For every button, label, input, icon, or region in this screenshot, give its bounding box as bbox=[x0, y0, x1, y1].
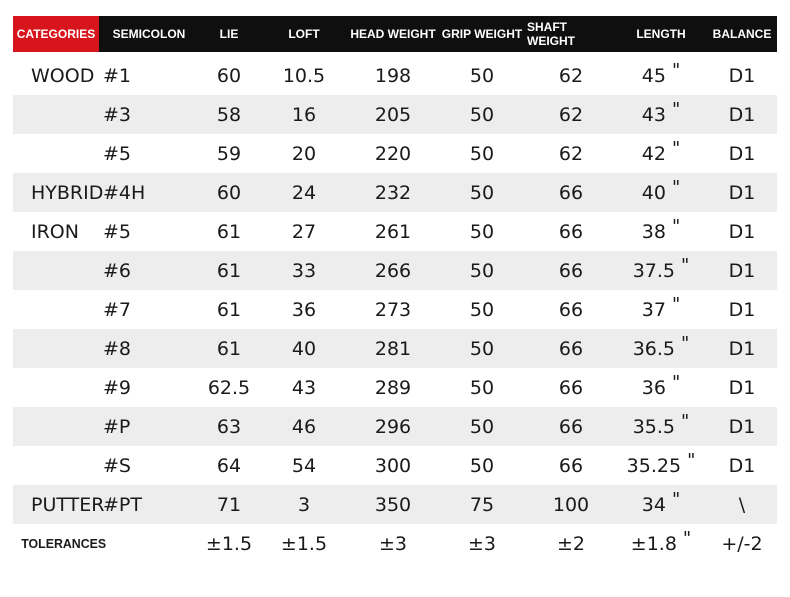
table-row bbox=[13, 134, 777, 173]
cell-length: 37.5 " bbox=[632, 255, 690, 282]
cell-lie: 61 bbox=[216, 337, 242, 360]
cell-balance: D1 bbox=[728, 298, 756, 321]
cell-semicolon: #7 bbox=[103, 298, 132, 321]
cell-head-weight: 300 bbox=[374, 454, 412, 477]
cell-lie: 60 bbox=[216, 181, 242, 204]
cell-lie: 59 bbox=[216, 142, 242, 165]
cell-balance: D1 bbox=[728, 181, 756, 204]
header-lie: LIE bbox=[219, 27, 239, 41]
table-row bbox=[13, 56, 777, 95]
cell-grip-weight: 50 bbox=[469, 415, 495, 438]
cell-lie: 61 bbox=[216, 220, 242, 243]
cell-category bbox=[13, 446, 99, 485]
cell-length: 38 " bbox=[641, 216, 681, 243]
inch-mark: " bbox=[671, 177, 681, 198]
cell-shaft-weight: 66 bbox=[558, 220, 584, 243]
cell-head-weight: 296 bbox=[374, 415, 412, 438]
cell-balance: D1 bbox=[728, 259, 756, 282]
cell-semicolon: #5 bbox=[103, 142, 132, 165]
cell-lie: 58 bbox=[216, 103, 242, 126]
cell-balance: D1 bbox=[728, 103, 756, 126]
cell-semicolon: #PT bbox=[103, 493, 142, 516]
header-shaft-weight: SHAFT WEIGHT bbox=[527, 20, 575, 48]
inch-mark: " bbox=[671, 60, 681, 81]
cell-length: 35.25 " bbox=[626, 450, 696, 477]
table-row bbox=[13, 290, 777, 329]
cell-grip-weight: 50 bbox=[469, 259, 495, 282]
cell-shaft-weight: 66 bbox=[558, 298, 584, 321]
cell-category bbox=[13, 134, 99, 173]
cell-grip-weight: 50 bbox=[469, 454, 495, 477]
inch-mark: " bbox=[671, 294, 681, 315]
tolerances-shaft-weight: ±2 bbox=[556, 532, 585, 555]
cell-head-weight: 205 bbox=[374, 103, 412, 126]
cell-shaft-weight: 100 bbox=[552, 493, 590, 516]
cell-balance: D1 bbox=[728, 337, 756, 360]
cell-semicolon: #1 bbox=[103, 64, 132, 87]
cell-balance: D1 bbox=[728, 376, 756, 399]
cell-loft: 43 bbox=[291, 376, 317, 399]
cell-length: 36.5 " bbox=[632, 333, 690, 360]
cell-semicolon: #S bbox=[103, 454, 131, 477]
cell-shaft-weight: 62 bbox=[558, 64, 584, 87]
cell-loft: 3 bbox=[297, 493, 311, 516]
header-loft: LOFT bbox=[288, 27, 320, 41]
cell-grip-weight: 50 bbox=[469, 337, 495, 360]
cell-semicolon: #5 bbox=[103, 220, 132, 243]
cell-balance: D1 bbox=[728, 454, 756, 477]
inch-mark: " bbox=[681, 411, 690, 432]
tolerances-semicolon bbox=[99, 524, 199, 563]
cell-semicolon: #P bbox=[103, 415, 131, 438]
cell-grip-weight: 50 bbox=[469, 181, 495, 204]
cell-grip-weight: 50 bbox=[469, 142, 495, 165]
inch-mark: " bbox=[671, 372, 681, 393]
cell-loft: 10.5 bbox=[282, 64, 326, 87]
cell-semicolon: #6 bbox=[103, 259, 132, 282]
cell-shaft-weight: 66 bbox=[558, 259, 584, 282]
cell-loft: 20 bbox=[291, 142, 317, 165]
table-row bbox=[13, 95, 777, 134]
cell-head-weight: 232 bbox=[374, 181, 412, 204]
cell-loft: 36 bbox=[291, 298, 317, 321]
cell-lie: 64 bbox=[216, 454, 242, 477]
table-row bbox=[13, 173, 777, 212]
cell-category bbox=[13, 290, 99, 329]
cell-lie: 61 bbox=[216, 298, 242, 321]
cell-category: WOOD bbox=[31, 64, 95, 87]
cell-grip-weight: 50 bbox=[469, 298, 495, 321]
cell-shaft-weight: 62 bbox=[558, 103, 584, 126]
cell-loft: 54 bbox=[291, 454, 317, 477]
cell-loft: 27 bbox=[291, 220, 317, 243]
tolerances-loft: ±1.5 bbox=[280, 532, 328, 555]
cell-category: IRON bbox=[31, 220, 79, 243]
cell-category bbox=[13, 251, 99, 290]
cell-semicolon: #8 bbox=[103, 337, 132, 360]
cell-loft: 40 bbox=[291, 337, 317, 360]
cell-length: 35.5 " bbox=[632, 411, 690, 438]
table-header bbox=[13, 16, 777, 52]
cell-grip-weight: 50 bbox=[469, 64, 495, 87]
inch-mark: " bbox=[671, 138, 681, 159]
specification-table bbox=[13, 16, 777, 563]
table-body bbox=[13, 56, 777, 524]
cell-shaft-weight: 66 bbox=[558, 376, 584, 399]
cell-shaft-weight: 66 bbox=[558, 415, 584, 438]
header-semicolon: SEMICOLON bbox=[112, 27, 186, 41]
cell-head-weight: 273 bbox=[374, 298, 412, 321]
tolerances-length: ±1.8 " bbox=[630, 528, 692, 555]
cell-balance: D1 bbox=[728, 220, 756, 243]
inch-mark: " bbox=[681, 255, 690, 276]
cell-semicolon: #9 bbox=[103, 376, 132, 399]
table-row bbox=[13, 329, 777, 368]
cell-head-weight: 281 bbox=[374, 337, 412, 360]
cell-balance: D1 bbox=[728, 142, 756, 165]
cell-category bbox=[13, 329, 99, 368]
cell-length: 36 " bbox=[641, 372, 681, 399]
table-row bbox=[13, 212, 777, 251]
cell-grip-weight: 75 bbox=[469, 493, 495, 516]
cell-semicolon: #4H bbox=[103, 181, 146, 204]
tolerances-grip-weight: ±3 bbox=[467, 532, 496, 555]
cell-head-weight: 266 bbox=[374, 259, 412, 282]
inch-mark: " bbox=[687, 450, 696, 471]
inch-mark: " bbox=[682, 528, 692, 549]
cell-category bbox=[13, 95, 99, 134]
cell-lie: 63 bbox=[216, 415, 242, 438]
cell-category: PUTTER bbox=[31, 493, 105, 516]
cell-length: 34 " bbox=[641, 489, 681, 516]
cell-loft: 33 bbox=[291, 259, 317, 282]
inch-mark: " bbox=[671, 216, 681, 237]
cell-length: 45 " bbox=[641, 60, 681, 87]
table-row bbox=[13, 446, 777, 485]
header-categories: CATEGORIES bbox=[13, 16, 99, 52]
cell-loft: 16 bbox=[291, 103, 317, 126]
cell-shaft-weight: 66 bbox=[558, 181, 584, 204]
table-row bbox=[13, 251, 777, 290]
cell-length: 37 " bbox=[641, 294, 681, 321]
header-head-weight: HEAD WEIGHT bbox=[350, 27, 436, 41]
cell-length: 40 " bbox=[641, 177, 681, 204]
header-length: LENGTH bbox=[636, 27, 686, 41]
header-grip-weight: GRIP WEIGHT bbox=[441, 27, 523, 41]
cell-category: HYBRID bbox=[31, 181, 104, 204]
table-row bbox=[13, 485, 777, 524]
cell-balance: D1 bbox=[728, 415, 756, 438]
cell-category bbox=[13, 368, 99, 407]
cell-lie: 61 bbox=[216, 259, 242, 282]
inch-mark: " bbox=[681, 333, 690, 354]
cell-loft: 24 bbox=[291, 181, 317, 204]
cell-category bbox=[13, 407, 99, 446]
cell-shaft-weight: 62 bbox=[558, 142, 584, 165]
cell-semicolon: #3 bbox=[103, 103, 132, 126]
cell-loft: 46 bbox=[291, 415, 317, 438]
cell-length: 42 " bbox=[641, 138, 681, 165]
inch-mark: " bbox=[671, 99, 681, 120]
cell-lie: 60 bbox=[216, 64, 242, 87]
tolerances-head-weight: ±3 bbox=[378, 532, 407, 555]
tolerances-label: TOLERANCES bbox=[21, 536, 107, 551]
inch-mark: " bbox=[671, 489, 681, 510]
cell-head-weight: 198 bbox=[374, 64, 412, 87]
cell-lie: 62.5 bbox=[207, 376, 251, 399]
cell-balance: \ bbox=[738, 493, 746, 516]
cell-head-weight: 350 bbox=[374, 493, 412, 516]
header-balance: BALANCE bbox=[712, 27, 772, 41]
tolerances-balance: +/-2 bbox=[721, 532, 763, 555]
cell-grip-weight: 50 bbox=[469, 376, 495, 399]
tolerances-lie: ±1.5 bbox=[205, 532, 253, 555]
cell-length: 43 " bbox=[641, 99, 681, 126]
cell-balance: D1 bbox=[728, 64, 756, 87]
cell-head-weight: 220 bbox=[374, 142, 412, 165]
tolerances-row bbox=[13, 524, 777, 563]
cell-grip-weight: 50 bbox=[469, 220, 495, 243]
cell-shaft-weight: 66 bbox=[558, 337, 584, 360]
table-row bbox=[13, 407, 777, 446]
cell-shaft-weight: 66 bbox=[558, 454, 584, 477]
cell-lie: 71 bbox=[216, 493, 242, 516]
table-row bbox=[13, 368, 777, 407]
cell-grip-weight: 50 bbox=[469, 103, 495, 126]
cell-head-weight: 289 bbox=[374, 376, 412, 399]
cell-head-weight: 261 bbox=[374, 220, 412, 243]
